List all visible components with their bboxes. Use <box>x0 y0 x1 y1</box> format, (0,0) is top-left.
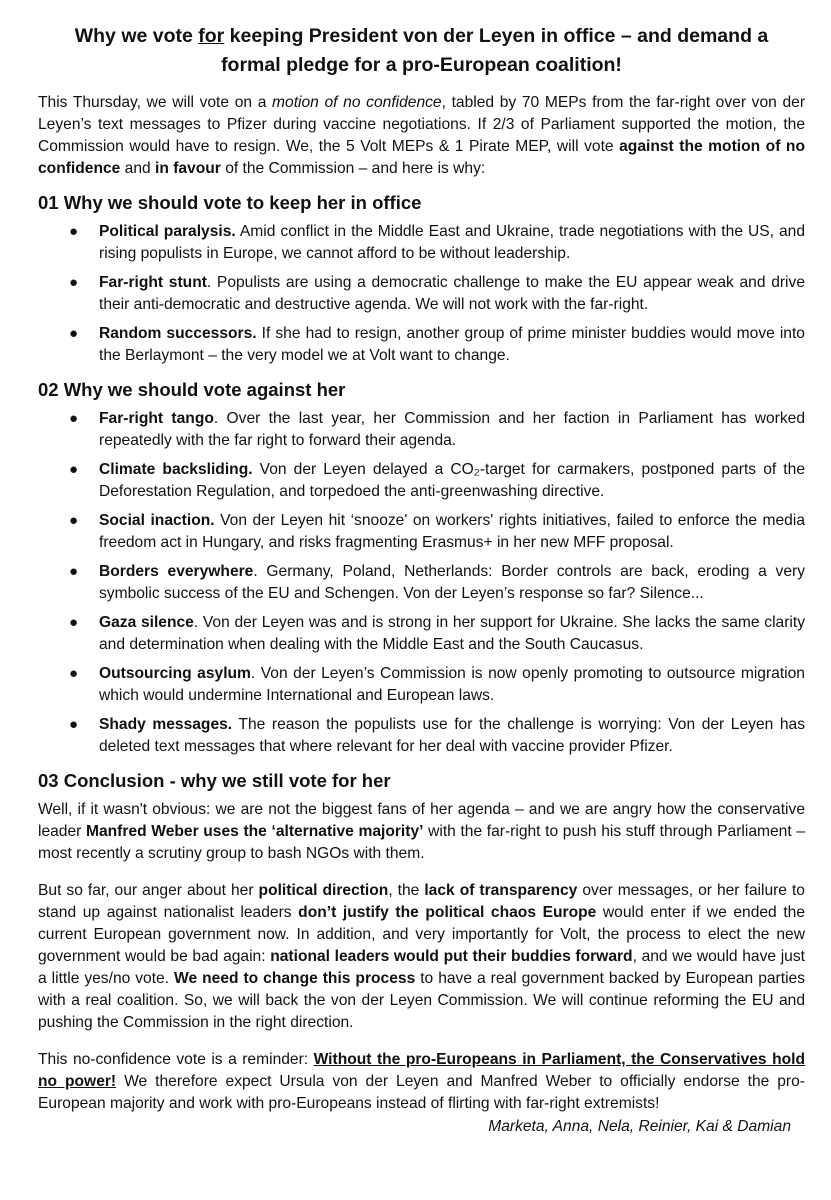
bullet-icon: ● <box>69 614 79 631</box>
bullet-icon: ● <box>69 716 79 733</box>
p3-underlined-bold: Without the pro-Europeans in Parliament, the Conservatives hold no power! <box>38 1051 805 1090</box>
document-title <box>44 22 799 80</box>
p2-text-4: would enter if we ended the current European government now. In addition, and very importantly for Volt, the process to elect the new government would be bad again: <box>38 904 805 965</box>
bullet-icon: ● <box>69 563 79 580</box>
bullet-icon: ● <box>69 223 79 240</box>
p3-text-2: We therefore expect Ursula von der Leyen and Manfred Weber to officially endorse the pro-European majority and work with pro-Europeans instead of flirting with far-right extremists! <box>38 1073 805 1112</box>
p2-text-6: to have a real government backed by European parties with a real coalition. So, we will back the von der Leyen Commission. We will continue reforming the EU and pushing the Commission in the right direction. <box>38 970 806 1031</box>
p1-text-2: with the far-right to push his stuff through Parliament – most recently a scrutiny group to bash NGOs with them. <box>38 823 805 862</box>
item-bold-lead: Far-right tango <box>99 410 214 427</box>
list-item <box>38 408 805 452</box>
p3-text-1: This no-confidence vote is a reminder: <box>38 1051 314 1068</box>
item-bold-lead: Political paralysis. <box>99 223 236 240</box>
p2-text-1: But so far, our anger about her <box>38 882 259 899</box>
bullet-icon: ● <box>69 274 79 291</box>
intro-text-5: and <box>120 160 156 177</box>
title-part1: Why we vote <box>74 25 199 47</box>
p2-bold-4: national leaders would put their buddies forward <box>270 948 633 965</box>
bullet-icon: ● <box>69 512 79 529</box>
p2-text-2: , the <box>388 882 425 899</box>
bullet-icon: ● <box>69 461 79 478</box>
p1-bold-1: Manfred Weber uses the ‘alternative majority’ <box>85 823 424 840</box>
item-text: Von der Leyen hit ‘snooze' on workers' rights initiatives, failed to enforce the media freedom act in Hungary, and risks fragmenting Erasmus+ in her new MFF proposal. <box>99 512 805 551</box>
intro-text-3: , tabled by 70 MEPs from the far-right over von der Leyen’s text messages to Pfizer during vaccine negotiations. If 2/3 of Parliament supported the motion, the Commission would have to resign. We, the 5 Volt MEPs & 1 Pirate MEP, will vote <box>38 94 806 155</box>
section1-list <box>38 221 805 367</box>
intro-paragraph <box>38 92 805 180</box>
p2-bold-5: We need to change this process <box>174 970 416 987</box>
list-item <box>38 561 805 605</box>
item-bold-lead: Gaza silence <box>99 614 194 631</box>
conclusion-paragraph-3 <box>38 1049 805 1115</box>
bullet-icon: ● <box>69 325 79 342</box>
p2-bold-1: political direction <box>258 882 389 899</box>
item-bold-lead: Outsourcing asylum <box>99 665 251 682</box>
list-item <box>38 459 805 503</box>
item-bold-lead: Shady messages. <box>99 716 233 733</box>
conclusion-paragraph-1 <box>38 799 805 865</box>
item-text: Amid conflict in the Middle East and Ukraine, trade negotiations with the US, and rising populists in Europe, we cannot afford to be without leadership. <box>99 223 805 262</box>
p2-text-5: , and we would have just a little yes/no vote. <box>38 948 805 987</box>
section3-heading: 03 Conclusion - why we still vote for her <box>38 770 391 791</box>
section1-heading: 01 Why we should vote to keep her in office <box>38 192 422 213</box>
item-text: If she had to resign, another group of prime minister buddies would move into the Berlaymont – the very model we at Volt want to change. <box>99 325 805 364</box>
item-text: The reason the populists use for the challenge is worrying: Von der Leyen has deleted text messages that where relevant for her deal with vaccine provider Pfizer. <box>99 716 806 755</box>
p2-text-3: over messages, or her failure to stand up against nationalist leaders <box>38 882 805 921</box>
item-text: Von der Leyen delayed a CO₂-target for carmakers, postponed parts of the Deforestation Regulation, and torpedoed the anti-greenwashing directive. <box>99 461 805 500</box>
bullet-icon: ● <box>69 410 79 427</box>
intro-bold-against: against the motion of no confidence <box>38 138 805 177</box>
item-bold-lead: Far-right stunt <box>99 274 207 291</box>
p1-text-1: Well, if it wasn't obvious: we are not the biggest fans of her agenda – and we are angry how the conservative leader <box>38 801 805 840</box>
p2-bold-2: lack of transparency <box>424 882 578 899</box>
list-item <box>38 323 805 367</box>
item-bold-lead: Borders everywhere <box>99 563 254 580</box>
intro-text-7: of the Commission – and here is why: <box>220 160 486 177</box>
item-text: . Germany, Poland, Netherlands: Border controls are back, eroding a very symbolic success of the EU and Schengen. Von der Leyen’s response so far? Silence... <box>99 563 805 602</box>
item-bold-lead: Random successors. <box>99 325 257 342</box>
list-item <box>38 714 805 758</box>
item-bold-lead: Climate backsliding. <box>99 461 253 478</box>
item-text: . Von der Leyen’s Commission is now openly promoting to outsource migration which would undermine International and European laws. <box>99 665 805 704</box>
title-underlined-word: for <box>198 25 225 47</box>
intro-italic-motion: motion of no confidence <box>272 94 442 111</box>
intro-text-1: This Thursday, we will vote on a <box>38 94 273 111</box>
conclusion-body <box>38 799 805 1115</box>
intro-bold-favour: in favour <box>155 160 221 177</box>
conclusion-paragraph-2 <box>38 880 805 1034</box>
bullet-icon: ● <box>69 665 79 682</box>
list-item <box>38 663 805 707</box>
list-item <box>38 221 805 265</box>
title-part2: keeping President von der Leyen in office – and demand a formal pledge for a pro-European coalition! <box>221 25 769 76</box>
section2-list <box>38 408 805 758</box>
section2-heading: 02 Why we should vote against her <box>38 379 346 400</box>
item-bold-lead: Social inaction. <box>99 512 215 529</box>
item-text: . Populists are using a democratic challenge to make the EU appear weak and drive their anti-democratic and destructive agenda. We will not work with the far-right. <box>99 274 805 313</box>
item-text: . Over the last year, her Commission and her faction in Parliament has worked repeatedly with the far right to forward their agenda. <box>99 410 805 449</box>
list-item <box>38 272 805 316</box>
signature: Marketa, Anna, Nela, Reinier, Kai & Damian <box>488 1118 791 1135</box>
list-item <box>38 612 805 656</box>
p2-bold-3: don’t justify the political chaos Europe <box>298 904 597 921</box>
item-text: . Von der Leyen was and is strong in her support for Ukraine. She lacks the same clarity and determination when dealing with the Middle East and the South Caucasus. <box>99 614 806 653</box>
list-item <box>38 510 805 554</box>
